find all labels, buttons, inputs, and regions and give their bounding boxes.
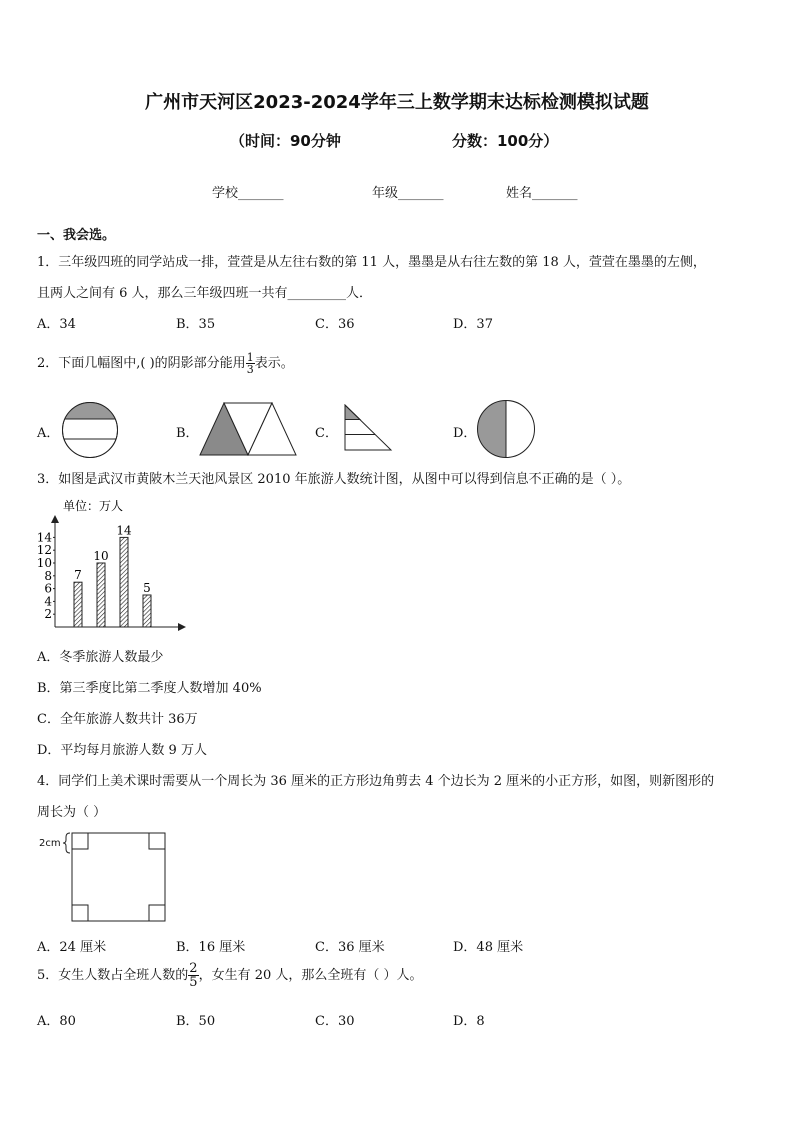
q5-option-a[interactable]: A．80 [37, 1014, 76, 1029]
q2-text-before: 2．下面几幅图中,( )的阴影部分能用 [37, 356, 246, 371]
q1-text-line1: 1．三年级四班的同学站成一排，萱萱是从左往右数的第 11 人，墨墨是从右往左数的第 18 人，萱萱在墨墨的左侧， [37, 255, 706, 270]
q5-option-c[interactable]: C．30 [315, 1014, 355, 1029]
q4-option-c[interactable]: C．36 厘米 [315, 940, 385, 955]
chart-bar-value-label: 5 [143, 581, 151, 595]
q3-option-a[interactable]: A．冬季旅游人数最少 [37, 650, 164, 665]
q2-option-d[interactable]: D． [453, 426, 477, 441]
q5-text-after: ，女生有 20 人，那么全班有（ ）人。 [198, 968, 423, 983]
q4-text-line2: 周长为（ ） [37, 805, 107, 820]
q2-figure-b-triangles [199, 402, 297, 456]
chart-bar [74, 582, 82, 627]
chart-ytick-label: 4 [44, 594, 52, 609]
q3-text: 3．如图是武汉市黄陂木兰天池风景区 2010 年旅游人数统计图，从图中可以得到信息不正确的是（ ）。 [37, 472, 631, 487]
q2-option-b[interactable]: B． [176, 426, 199, 441]
q3-option-d[interactable]: D．平均每月旅游人数 9 万人 [37, 743, 207, 758]
chart-bar [97, 563, 105, 627]
q5-option-d[interactable]: D．8 [453, 1014, 485, 1029]
page-title: 广州市天河区2023-2024学年三上数学期末达标检测模拟试题 [145, 92, 649, 113]
q2-figure-a-circle [61, 401, 119, 459]
q3-option-c[interactable]: C．全年旅游人数共计 36万 [37, 712, 198, 727]
q2-fraction-numerator: 1 [246, 351, 254, 364]
q4-option-b[interactable]: B．16 厘米 [176, 940, 246, 955]
chart-bar [143, 595, 151, 627]
q2-text [37, 352, 294, 375]
name-field[interactable]: 姓名_______ [506, 186, 578, 201]
q4-text-line1: 4．同学们上美术课时需要从一个周长为 36 厘米的正方形边角剪去 4 个边长为 2 厘米的小正方形，如图，则新图形的 [37, 774, 715, 789]
q1-option-c[interactable]: C．36 [315, 317, 355, 332]
q4-option-a[interactable]: A．24 厘米 [37, 940, 107, 955]
chart-ytick-label: 8 [44, 568, 52, 583]
q3-option-b[interactable]: B．第三季度比第二季度人数增加 40% [37, 681, 262, 696]
q5-fraction-denominator: 5 [189, 975, 198, 990]
chart-ytick-label: 2 [44, 607, 52, 622]
chart-ytick-label: 6 [44, 581, 52, 596]
q1-text-line2: 且两人之间有 6 人，那么三年级四班一共有_________人． [37, 286, 373, 301]
chart-bar-value-label: 7 [74, 568, 82, 583]
q5-text [37, 962, 423, 989]
q1-option-d[interactable]: D．37 [453, 317, 493, 332]
q2-text-after: 表示。 [254, 356, 294, 371]
exam-score: 分数：100分） [452, 132, 559, 150]
chart-unit-label: 单位：万人 [63, 499, 124, 513]
q4-brace [63, 833, 70, 853]
exam-time: （时间：90分钟 [230, 132, 341, 150]
q1-option-b[interactable]: B．35 [176, 317, 216, 332]
q2-option-c[interactable]: C． [315, 426, 338, 441]
q1-option-a[interactable]: A．34 [37, 317, 76, 332]
section-heading: 一、我会选。 [37, 228, 116, 243]
q4-option-d[interactable]: D．48 厘米 [453, 940, 524, 955]
q4-square-figure [58, 830, 170, 924]
chart-ytick-label: 12 [36, 543, 52, 558]
school-field[interactable]: 学校_______ [212, 186, 284, 201]
q5-text-before: 5．女生人数占全班人数的 [37, 968, 189, 983]
grade-field[interactable]: 年级_______ [372, 186, 444, 201]
q3-bar-chart [36, 494, 190, 634]
chart-bar-value-label: 14 [116, 523, 132, 538]
chart-ytick-label: 14 [36, 530, 52, 545]
chart-bar-value-label: 10 [93, 549, 109, 563]
q4-figure-label: 2cm [39, 838, 61, 849]
q5-option-b[interactable]: B．50 [176, 1014, 216, 1029]
q2-figure-c-triangle [343, 404, 393, 452]
q2-fraction [246, 352, 255, 375]
chart-ytick-label: 10 [36, 556, 52, 570]
q2-figure-d-half-circle [476, 399, 536, 459]
q5-fraction-numerator: 2 [189, 961, 198, 976]
q5-fraction [188, 962, 198, 989]
q2-fraction-denominator: 3 [246, 363, 254, 376]
q2-option-a[interactable]: A． [37, 426, 60, 441]
chart-bar [120, 537, 128, 627]
